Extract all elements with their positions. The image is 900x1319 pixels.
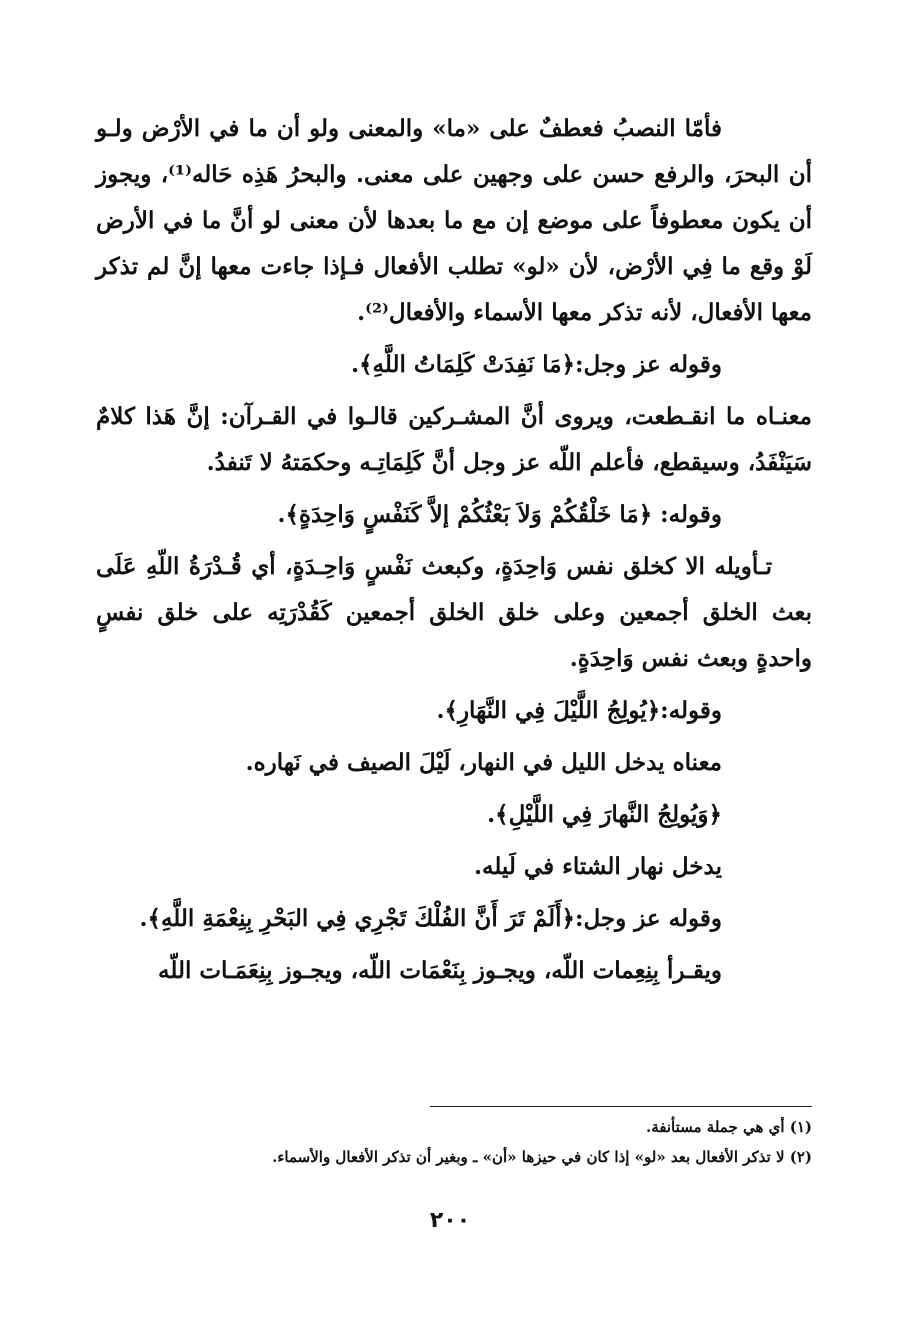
paragraph-11: ويقـرأ بِنِعِمات اللّه، ويجـوز بِنَعْمَات اللّه، ويجـوز بِنِعَمَـات اللّه xyxy=(158,957,722,984)
paragraph-9: يدخل نهار الشتاء في لَيله. xyxy=(473,853,722,880)
footnote-divider xyxy=(430,1106,812,1107)
paragraph-2: وقوله عز وجل:﴿مَا نَفِدَتْ كَلِمَاتُ اللَّهِ﴾. xyxy=(351,351,722,378)
footnote-2: (٢) لا تذكر الأفعال بعد «لو» إذا كان في حيزها «أن» ـ وبغير أن تذكر الأفعال والأسماء. xyxy=(272,1148,812,1166)
paragraph-10: وقوله عز وجل:﴿أَلَمْ تَرَ أَنَّ الفُلْكَ تَجْرِي فِي البَحْرِ بِنِعْمَةِ اللَّهِ﴾. xyxy=(139,905,722,932)
footnote-1: (١) أي هي جملة مستأنفة. xyxy=(646,1118,812,1136)
page-number: ٢٠٠ xyxy=(429,1208,471,1233)
paragraph-7: معناه يدخل الليل في النهار، لَيْلَ الصيف في نَهاره. xyxy=(245,749,722,776)
paragraph-8: ﴿وَيُولِجُ النَّهارَ فِي اللَّيْلِ﴾. xyxy=(487,801,722,828)
paragraph-3: معنـاه ما انقـطعت، ويروى أنَّ المشـركين قالـوا في القـرآن: إنَّ هَذا كلامٌ سَيَنْفَدُ، وسيقطع، فأعلم اللّه عز وجل أنَّ كَلِمَاتِـه وحكمَتهُ لا تَنفدُ. xyxy=(96,403,812,476)
paragraph-6: وقوله:﴿يُولِجُ اللَّيْلَ فِي النَّهَارِ﴾. xyxy=(436,697,722,724)
footnotes xyxy=(96,1112,812,1172)
main-text xyxy=(96,106,812,1000)
paragraph-4: وقوله: ﴿مَا خَلْقُكُمْ وَلاَ بَعْثُكُمْ إلاَّ كَنَفْسٍ وَاحِدَةٍ﴾. xyxy=(277,501,722,528)
paragraph-1: فأمّا النصبُ فعطفٌ على «ما» والمعنى ولو أن ما في الأرْض ولـو أن البحرَ، والرفع حسن على وجهين على معنى. والبحرُ هَذِه حَاله⁽¹⁾، ويجوز أن يكون معطوفاً على موضع إن مع ما بعدها لأن معنى لو أنَّ ما في الأرض لَوْ وقع ما فِي الأرْض، لأن «لو» تطلب الأفعال فـإذا جاءت معها إنَّ لم تذكر معها الأفعال، لأنه تذكر معها الأسماء والأفعال⁽²⁾. xyxy=(96,115,813,326)
paragraph-5: تـأويله الا كخلق نفس وَاحِدَةٍ، وكبعث نَفْسٍ وَاحِـدَةٍ، أي قُـدْرَةُ اللّهِ عَلَى بعث الخلق أجمعين وعلى خلق الخلق أجمعين كَقُدْرَتِه على خلق نفسٍ واحدةٍ وبعث نفس وَاحِدَةٍ. xyxy=(96,553,812,672)
